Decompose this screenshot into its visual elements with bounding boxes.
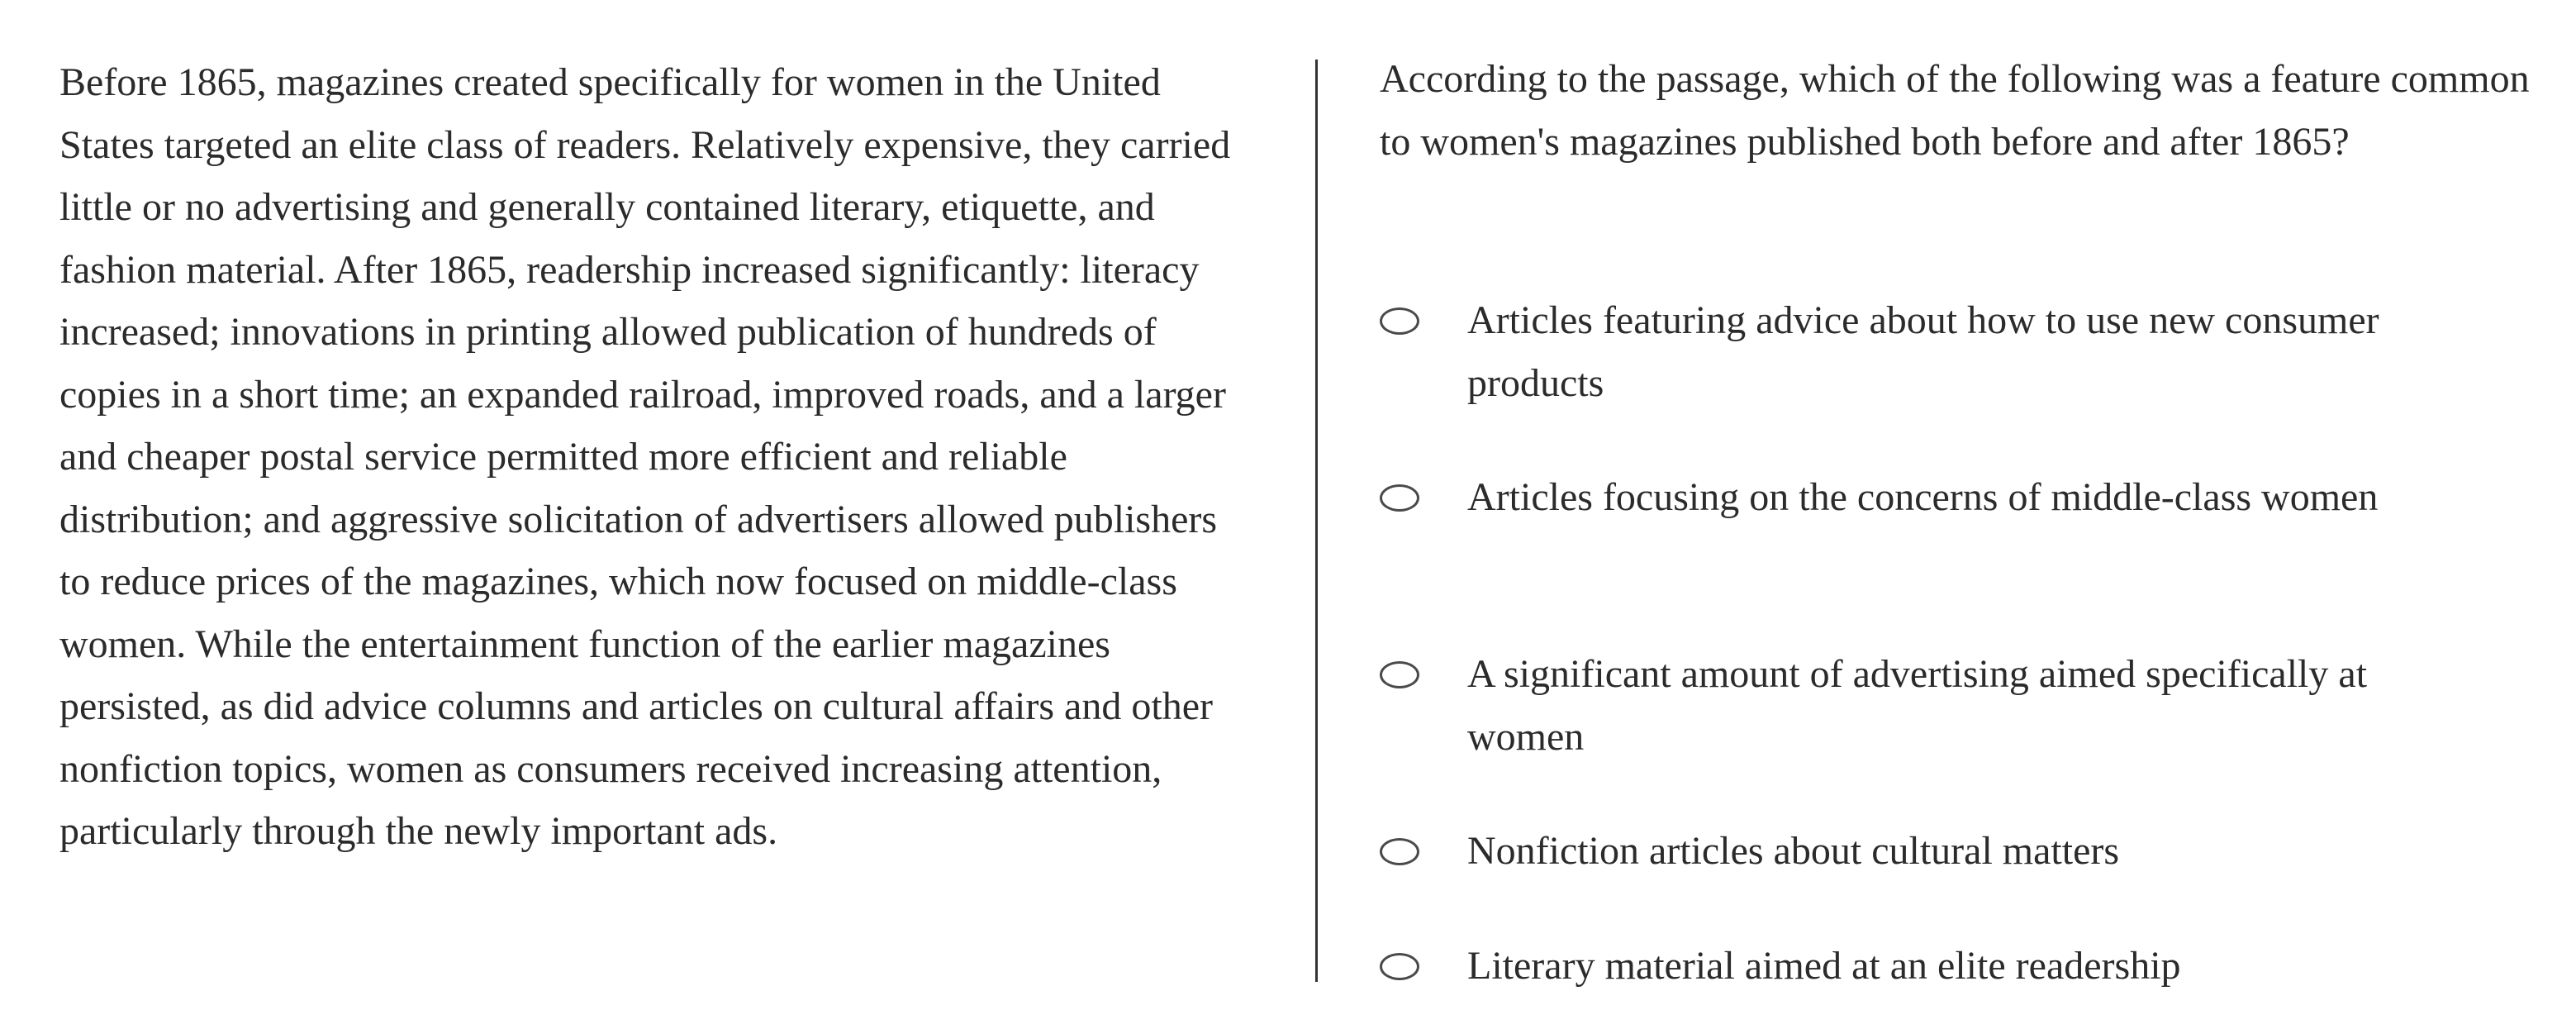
- answer-option-e[interactable]: [1380, 935, 2536, 998]
- answer-option-c[interactable]: [1380, 643, 2536, 768]
- answer-option-label: Articles focusing on the concerns of middle-class women: [1467, 475, 2379, 519]
- answer-option-label: Literary material aimed at an elite readership: [1467, 944, 2181, 988]
- answer-option-a[interactable]: [1380, 289, 2536, 414]
- radio-button-icon[interactable]: [1380, 661, 1419, 688]
- answer-option-label: Nonfiction articles about cultural matters: [1467, 829, 2120, 873]
- reading-passage: [59, 51, 1233, 863]
- radio-button-icon[interactable]: [1380, 838, 1419, 865]
- answer-option-label: A significant amount of advertising aimed specifically at women: [1467, 652, 2368, 759]
- column-divider: [1315, 60, 1318, 982]
- answer-option-d[interactable]: [1380, 820, 2536, 883]
- question-text: According to the passage, which of the following was a feature common to women's magazines published both before and after 1865?: [1380, 57, 2530, 164]
- radio-button-icon[interactable]: [1380, 307, 1419, 335]
- radio-button-icon[interactable]: [1380, 484, 1419, 512]
- question-stem: [1380, 48, 2536, 173]
- radio-button-icon[interactable]: [1380, 953, 1419, 980]
- answer-option-label: Articles featuring advice about how to use new consumer products: [1467, 298, 2379, 405]
- answer-option-b[interactable]: [1380, 466, 2536, 529]
- passage-text: Before 1865, magazines created specifically for women in the United States targeted an elite class of readers. Relatively expensive, they carried little or no advertising and generally contained literary, etiquette, and fashion material. After 1865, readership increased significantly: literacy increased; innovations in printing allowed publication of hundreds of copies in a short time; an expanded railroad, improved roads, and a larger and cheaper postal service permitted more efficient and reliable distribution; and aggressive solicitation of advertisers allowed publishers to reduce prices of the magazines, which now focused on middle-class women. While the entertainment function of the earlier magazines persisted, as did advice columns and articles on cultural affairs and other nonfiction topics, women as consumers received increasing attention, particularly through the newly important ads.: [59, 60, 1231, 853]
